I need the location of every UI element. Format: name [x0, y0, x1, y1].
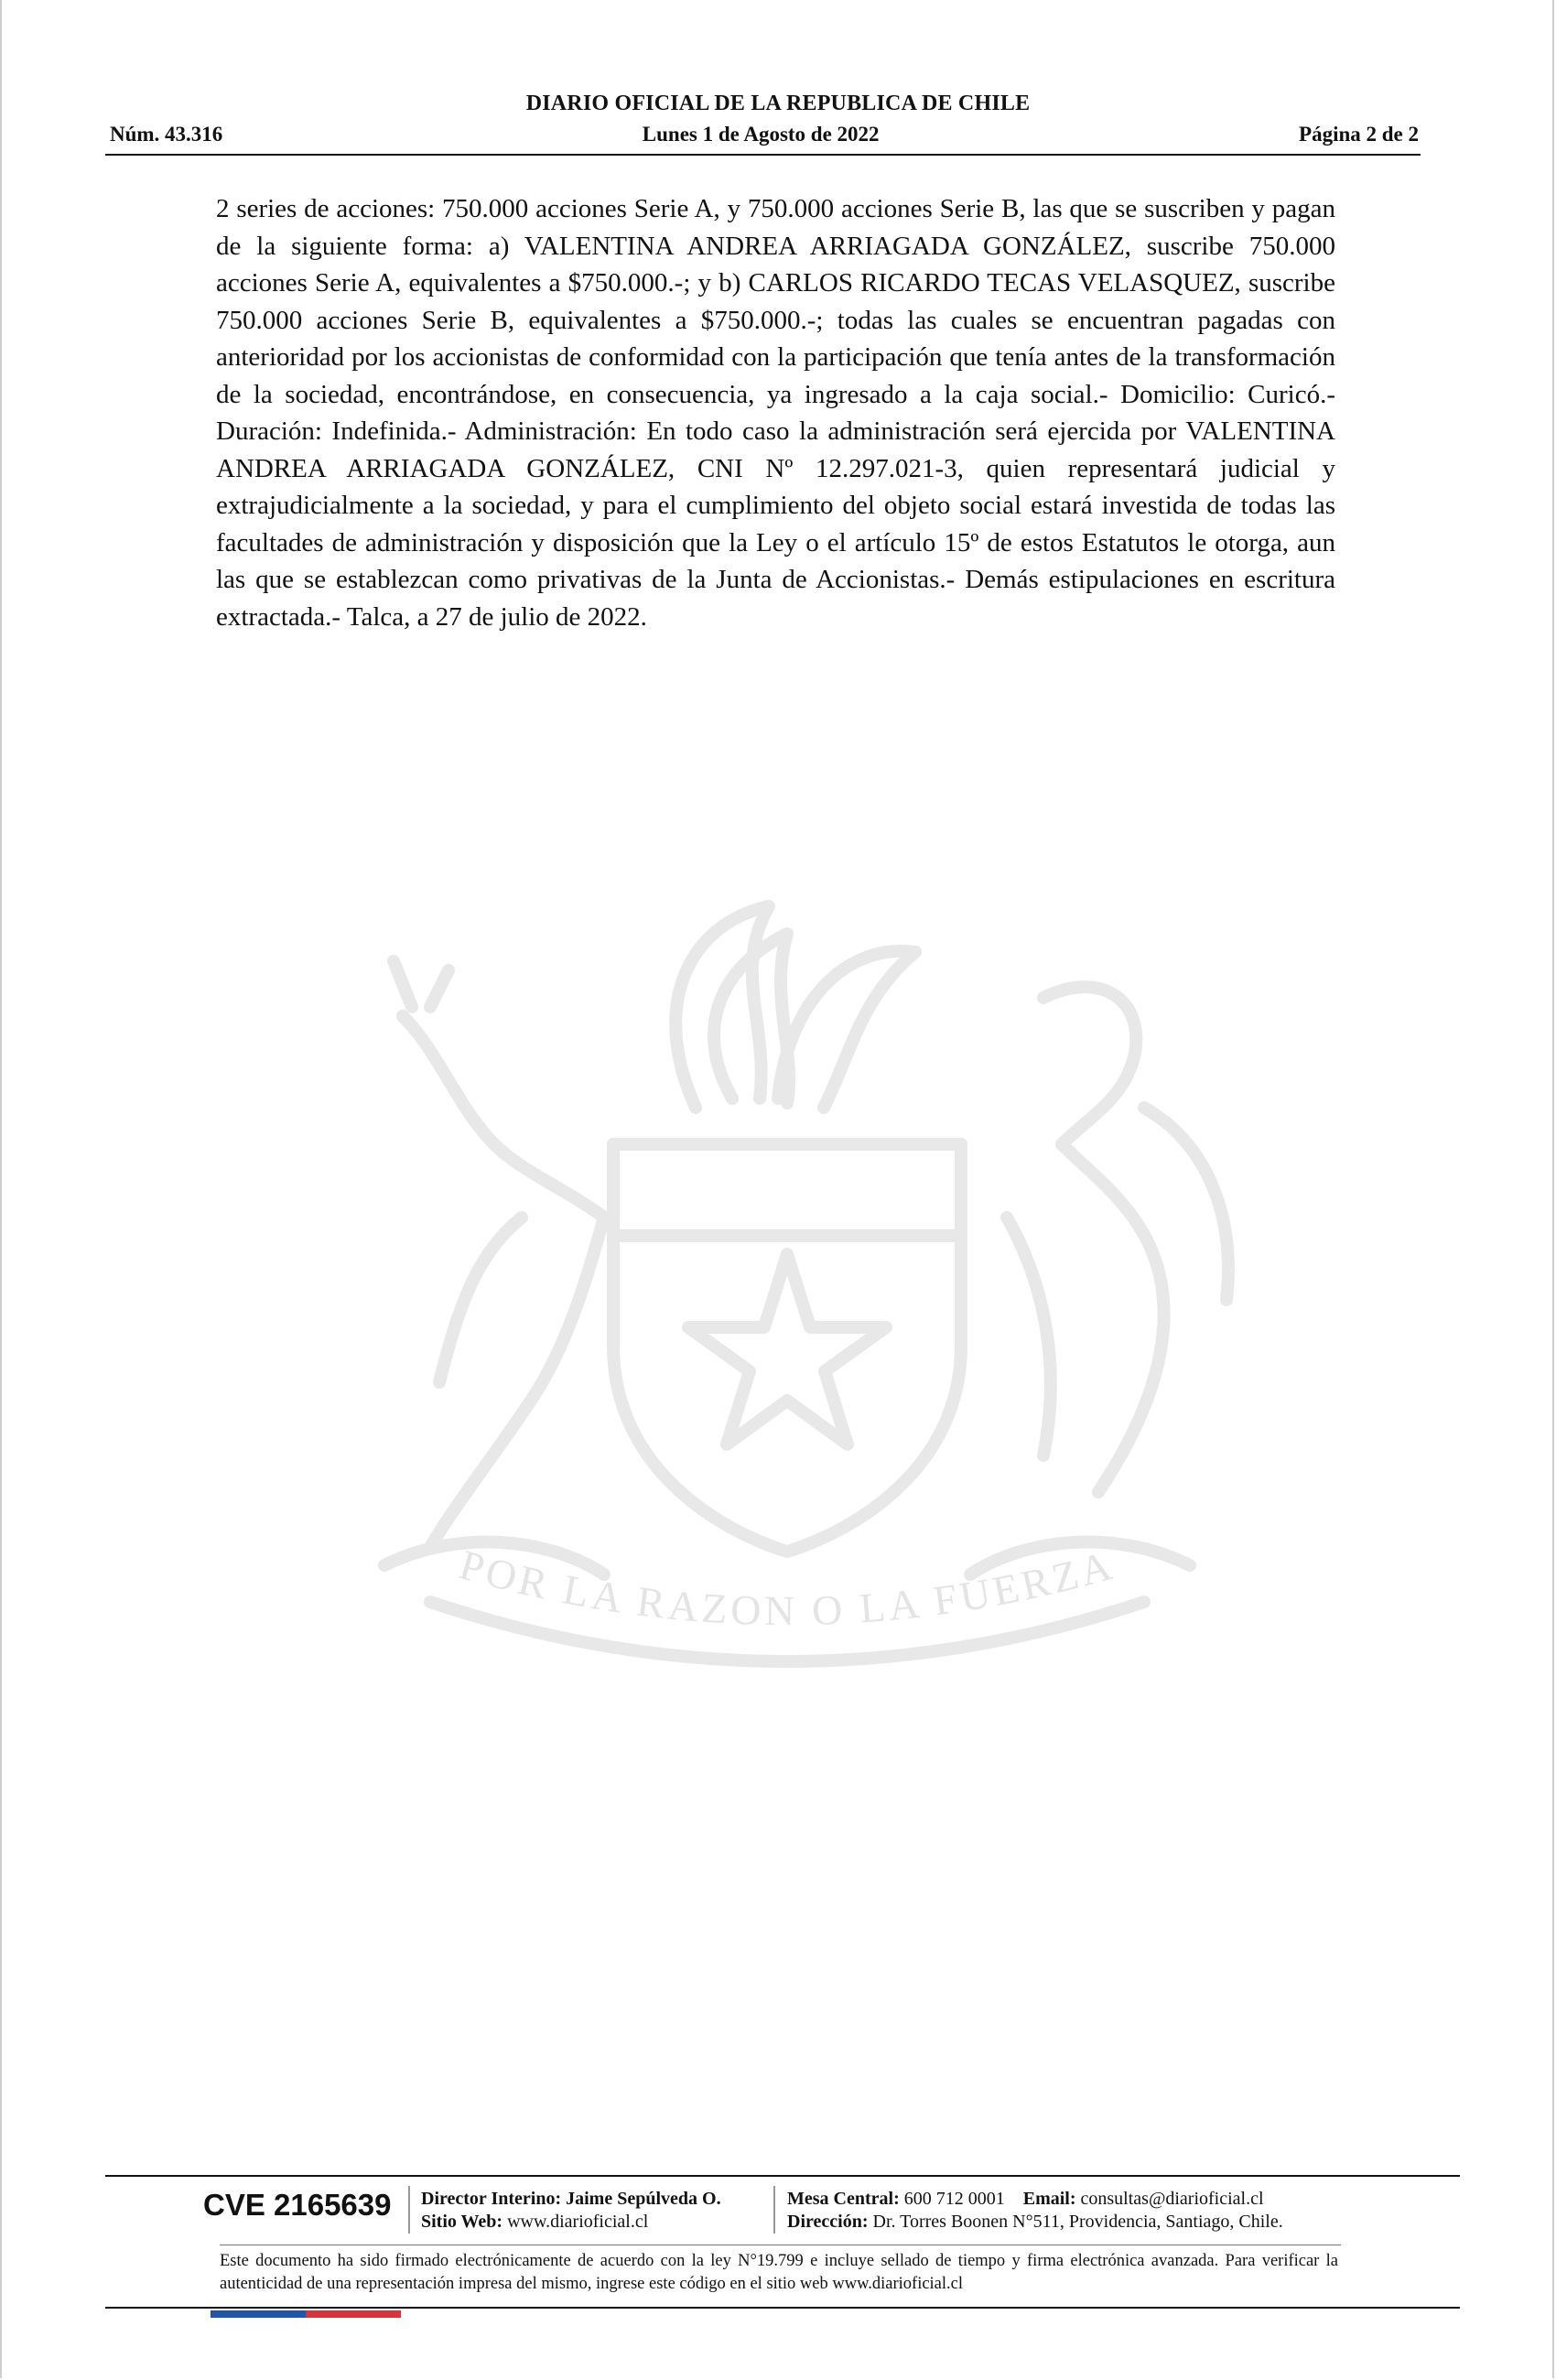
footer-director-block [421, 2188, 721, 2234]
director-name: Jaime Sepúlveda O. [566, 2189, 721, 2209]
website-label: Sitio Web: [421, 2212, 503, 2232]
address-value: Dr. Torres Boonen N°511, Providencia, Santiago, Chile. [872, 2212, 1283, 2232]
page-number: Página 2 de 2 [1299, 123, 1419, 146]
motto-text: POR LA RAZON O LA FUERZA [454, 1541, 1120, 1635]
footer-divider-top [105, 2175, 1460, 2177]
issue-date: Lunes 1 de Agosto de 2022 [642, 123, 880, 146]
email-label: Email: [1022, 2189, 1076, 2209]
flag-stripe-red [306, 2310, 401, 2318]
coat-of-arms-watermark [220, 870, 1355, 1721]
issue-number: Núm. 43.316 [110, 123, 223, 146]
footer-separator [408, 2186, 410, 2234]
address-label: Dirección: [787, 2212, 869, 2232]
email-link[interactable]: consultas@diarioficial.cl [1080, 2189, 1264, 2209]
footer-separator [773, 2186, 775, 2234]
header-divider [105, 154, 1421, 156]
cve-code: CVE 2165639 [203, 2188, 392, 2222]
website-link[interactable]: www.diarioficial.cl [507, 2212, 649, 2232]
body-paragraph: 2 series de acciones: 750.000 acciones Serie A, y 750.000 acciones Serie B, las que se suscriben y pagan de la siguiente forma: a) VALENTINA ANDREA ARRIAGADA GONZÁLEZ, suscribe 750.000 acciones Serie A, equivalentes a $750.000.-; y b) CARLOS RICARDO TECAS VELASQUEZ, suscribe 750.000 acciones Serie B, equivalentes a $750.000.-; todas las cuales se encuentran pagadas con anterioridad por los accionistas de conformidad con la participación que tenía antes de la transformación de la sociedad, encontrándose, en consecuencia, ya ingresado a la caja social.- Domicilio: Curicó.- Duración: Indefinida.- Administración: En todo caso la administración será ejercida por VALENTINA ANDREA ARRIAGADA GONZÁLEZ, CNI Nº 12.297.021-3, quien representará judicial y extrajudicialmente a la sociedad, y para el cumplimiento del objeto social estará investida de todas las facultades de administración y disposición que la Ley o el artículo 15º de estos Estatutos le otorga, aun las que se establezcan como privativas de la Junta de Accionistas.- Demás estipulaciones en escritura extractada.- Talca, a 27 de julio de 2022. [216, 194, 1335, 632]
footer-divider-bottom [105, 2307, 1460, 2309]
publication-title: DIARIO OFICIAL DE LA REPUBLICA DE CHILE [525, 92, 1031, 115]
phone-label: Mesa Central: [787, 2189, 900, 2209]
director-label: Director Interino: [421, 2189, 562, 2209]
flag-stripe-blue [211, 2310, 306, 2318]
header-row [110, 119, 1419, 150]
legal-notice: Este documento ha sido firmado electrónicamente de acuerdo con la ley N°19.799 e incluye sellado de tiempo y firma electrónica avanzada. Para verificar la autenticidad de una representación impresa del mismo, ingrese este código en el sitio web www.diarioficial.cl [220, 2252, 1338, 2293]
footer-contact-block [787, 2188, 1283, 2234]
phone-value: 600 712 0001 [903, 2189, 1005, 2209]
